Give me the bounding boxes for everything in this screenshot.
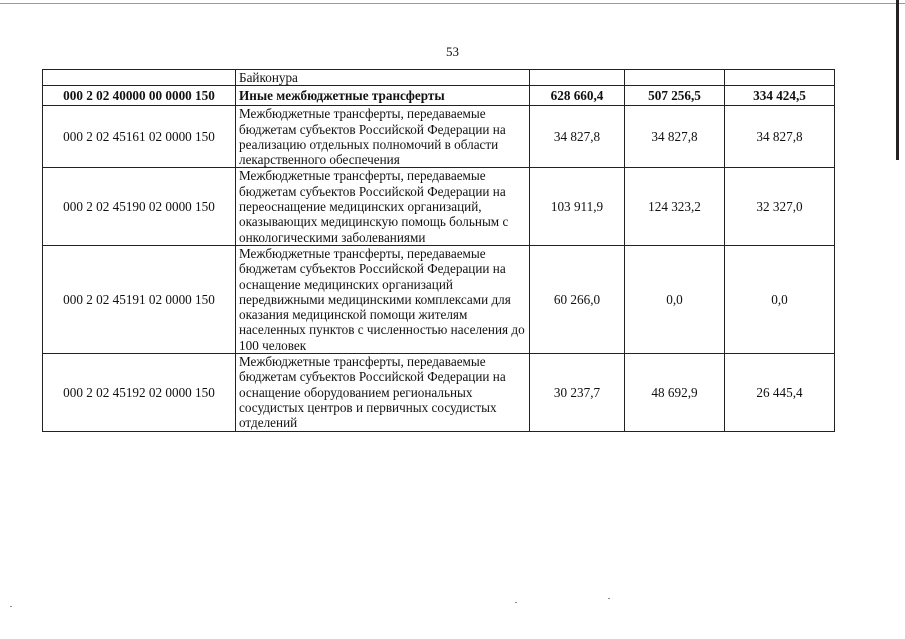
cell-col1: 60 266,0 <box>530 245 625 353</box>
cell-code: 000 2 02 45192 02 0000 150 <box>43 354 236 431</box>
table-row <box>43 245 835 353</box>
table-row <box>43 106 835 168</box>
cell-col2: 507 256,5 <box>625 86 725 106</box>
cell-description: Иные межбюджетные трансферты <box>236 86 530 106</box>
cell-col3: 32 327,0 <box>725 168 835 245</box>
cell-col3: 26 445,4 <box>725 354 835 431</box>
cell-description: Байконура <box>236 70 530 86</box>
cell-col2 <box>625 70 725 86</box>
cell-code: 000 2 02 45190 02 0000 150 <box>43 168 236 245</box>
cell-col3: 0,0 <box>725 245 835 353</box>
cell-col1: 628 660,4 <box>530 86 625 106</box>
cell-col1 <box>530 70 625 86</box>
cell-description: Межбюджетные трансферты, передаваемые бюджетам субъектов Российской Федерации на переоснащение медицинских организаций, оказывающих медицинскую помощь больным с онкологическими заболеваниями <box>236 168 530 245</box>
table-row <box>43 86 835 106</box>
cell-col2: 34 827,8 <box>625 106 725 168</box>
cell-description: Межбюджетные трансферты, передаваемые бюджетам субъектов Российской Федерации на оснащение оборудованием региональных сосудистых центров и первичных сосудистых отделений <box>236 354 530 431</box>
cell-description: Межбюджетные трансферты, передаваемые бюджетам субъектов Российской Федерации на реализацию отдельных полномочий в области лекарственного обеспечения <box>236 106 530 168</box>
scan-speck <box>515 602 517 603</box>
scan-edge-top <box>0 3 905 4</box>
budget-table <box>42 69 835 432</box>
cell-col2: 124 323,2 <box>625 168 725 245</box>
cell-col1: 30 237,7 <box>530 354 625 431</box>
table-row <box>43 354 835 431</box>
cell-col2: 48 692,9 <box>625 354 725 431</box>
cell-col1: 34 827,8 <box>530 106 625 168</box>
scan-speck <box>608 598 610 599</box>
cell-description: Межбюджетные трансферты, передаваемые бюджетам субъектов Российской Федерации на оснащение медицинских организаций передвижными медицинскими комплексами для оказания медицинской помощи жителям населенных пунктов с численностью населения до 100 человек <box>236 245 530 353</box>
cell-col1: 103 911,9 <box>530 168 625 245</box>
cell-col3: 34 827,8 <box>725 106 835 168</box>
table-row-continuation <box>43 70 835 86</box>
cell-code: 000 2 02 45191 02 0000 150 <box>43 245 236 353</box>
cell-col3: 334 424,5 <box>725 86 835 106</box>
cell-code: 000 2 02 40000 00 0000 150 <box>43 86 236 106</box>
scan-speck <box>10 606 12 607</box>
cell-col2: 0,0 <box>625 245 725 353</box>
table-row <box>43 168 835 245</box>
cell-code: 000 2 02 45161 02 0000 150 <box>43 106 236 168</box>
cell-code <box>43 70 236 86</box>
page-number: 53 <box>446 44 459 59</box>
scan-edge-right <box>896 0 899 160</box>
cell-col3 <box>725 70 835 86</box>
